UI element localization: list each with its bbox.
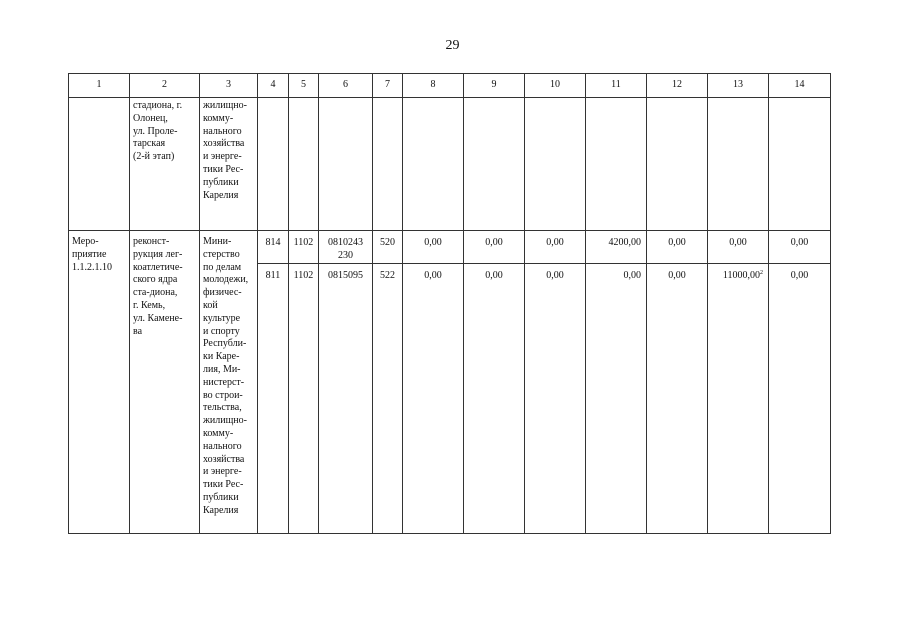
table-cell: 0,00 — [464, 231, 525, 264]
table-row — [69, 231, 831, 264]
table-cell: 1102 — [289, 264, 319, 534]
table-cell: 1102 — [289, 231, 319, 264]
table-cell: 0,00 — [647, 231, 708, 264]
column-header: 13 — [708, 74, 769, 98]
column-header: 6 — [319, 74, 373, 98]
column-header: 1 — [69, 74, 130, 98]
column-header: 11 — [586, 74, 647, 98]
table-cell: 814 — [258, 231, 289, 264]
table-cell — [289, 98, 319, 231]
column-header: 10 — [525, 74, 586, 98]
table-cell: 0810243 230 — [319, 231, 373, 264]
budget-table — [68, 73, 831, 534]
column-header: 3 — [200, 74, 258, 98]
table-cell — [708, 98, 769, 231]
table-cell — [200, 98, 258, 231]
table-cell: 0815095 — [319, 264, 373, 534]
table-cell — [69, 98, 130, 231]
table-cell — [708, 264, 769, 534]
table-cell: 4200,00 — [586, 231, 647, 264]
table-cell: 0,00 — [708, 231, 769, 264]
object-name-cont: стадиона, г. Олонец, ул. Проле- тарская (2-й этап) — [133, 100, 183, 163]
table-cell: 0,00 — [769, 264, 831, 534]
page-number: 29 — [445, 38, 460, 53]
table-cell: 0,00 — [525, 231, 586, 264]
table-cell: 0,00 — [647, 264, 708, 534]
table-cell: 0,00 — [525, 264, 586, 534]
table-cell: 0,00 — [586, 264, 647, 534]
column-header: 8 — [403, 74, 464, 98]
measure-id: Меро- приятие 1.1.2.1.10 — [72, 236, 112, 273]
amount-value: 11000,00 — [722, 270, 760, 281]
column-number-row — [69, 74, 831, 98]
table-cell — [525, 98, 586, 231]
measure-id-cell — [69, 231, 130, 534]
footnote-marker: 2 — [760, 270, 763, 276]
column-header: 9 — [464, 74, 525, 98]
table-cell — [319, 98, 373, 231]
column-header: 14 — [769, 74, 831, 98]
table-cell — [373, 98, 403, 231]
executor: Мини- стерство по делам молодежи, физичес- кой культуре и спорту Республи- ки Каре- лия, Ми- нистерст- во строи- тельства, жилищно- комму- нального хозяйства и энерге- тики Рес- публики Карелия — [203, 236, 249, 516]
table-cell — [586, 98, 647, 231]
column-header: 2 — [130, 74, 200, 98]
table-cell — [130, 98, 200, 231]
table-cell — [647, 98, 708, 231]
table-cell: 0,00 — [464, 264, 525, 534]
table-cell — [769, 98, 831, 231]
table-cell: 0,00 — [403, 264, 464, 534]
measure-name-cell — [130, 231, 200, 534]
table-cell: 0,00 — [769, 231, 831, 264]
table-cell: 811 — [258, 264, 289, 534]
column-header: 7 — [373, 74, 403, 98]
table-cell — [258, 98, 289, 231]
executor-cont: жилищно- комму- нального хозяйства и энерге- тики Рес- публики Карелия — [203, 100, 247, 201]
column-header: 12 — [647, 74, 708, 98]
table-cell: 522 — [373, 264, 403, 534]
table-cell — [403, 98, 464, 231]
table-cell: 0,00 — [403, 231, 464, 264]
column-header: 5 — [289, 74, 319, 98]
measure-name: реконст- рукция лег- коатлетиче- ского ядра ста-диона, г. Кемь, ул. Камене- ва — [133, 236, 183, 337]
table-cell: 520 — [373, 231, 403, 264]
table-cell — [464, 98, 525, 231]
executor-cell — [200, 231, 258, 534]
continued-row — [69, 98, 831, 231]
column-header: 4 — [258, 74, 289, 98]
